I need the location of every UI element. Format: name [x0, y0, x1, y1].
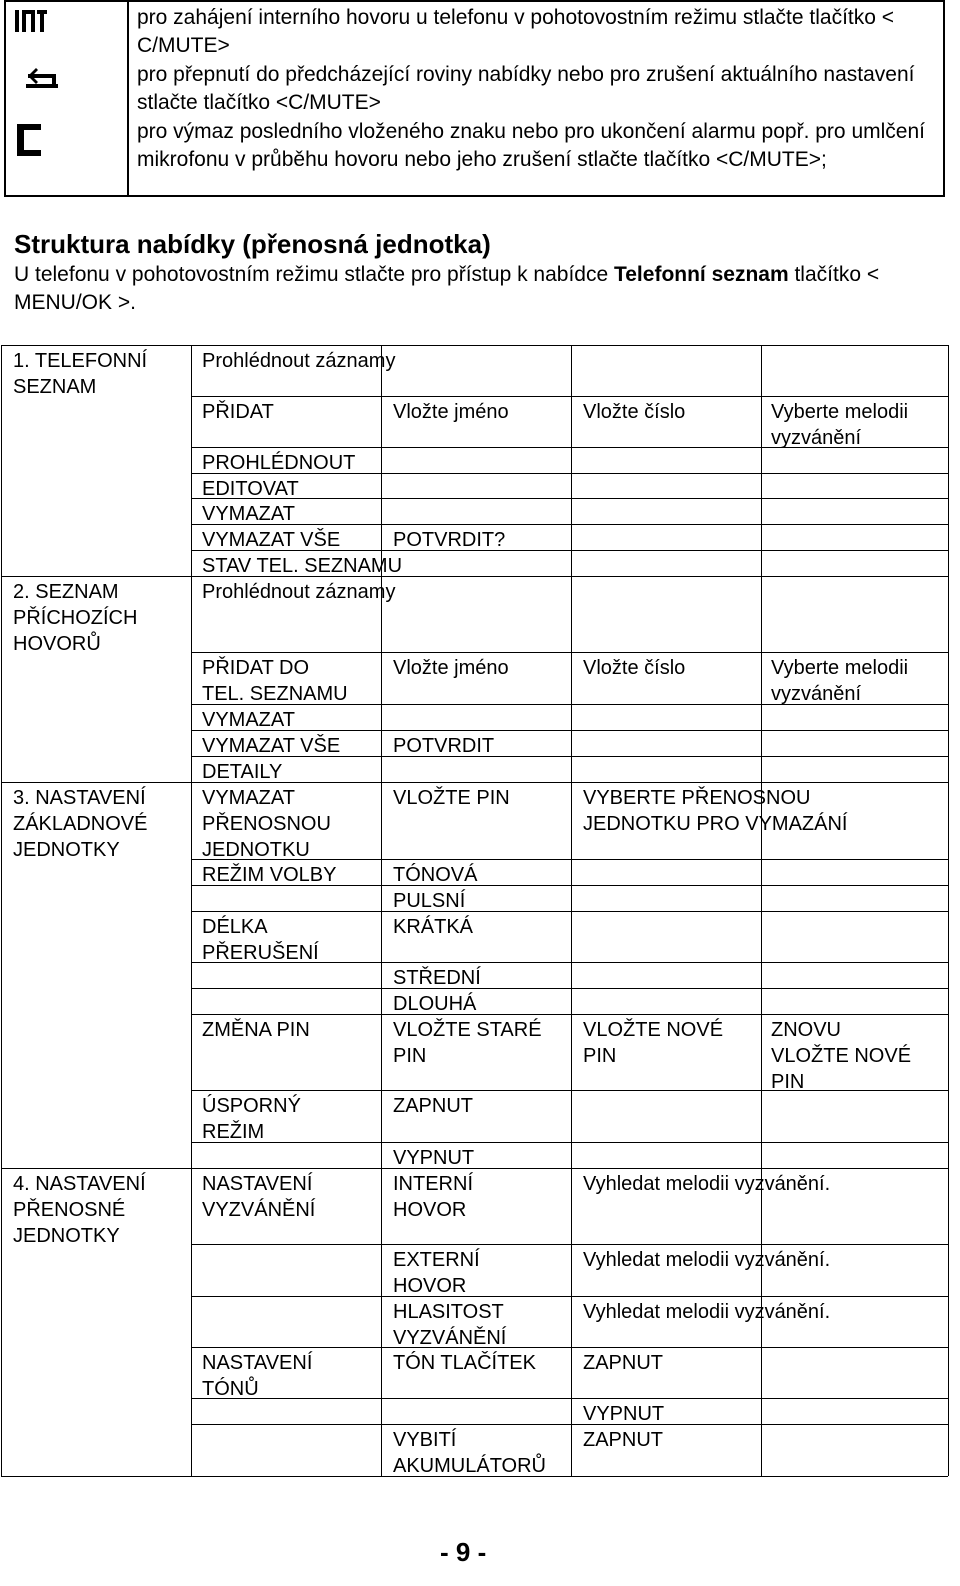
menu-cell-text: TEL. SEZNAMU: [202, 683, 348, 705]
menu-cell-text: NASTAVENÍ: [202, 1352, 313, 1374]
menu-cell-text: PROHLÉDNOUT: [202, 452, 356, 474]
column-rule: [1, 345, 2, 1476]
menu-cell-text: TÓN TLAČÍTEK: [393, 1352, 536, 1374]
menu-cell-text: VYZVÁNĚNÍ: [202, 1199, 316, 1221]
menu-cell-text: 2. SEZNAM: [13, 581, 119, 603]
menu-cell-text: DÉLKA: [202, 916, 268, 938]
menu-cell-text: INTERNÍ: [393, 1173, 473, 1195]
row-rule: [191, 1424, 948, 1425]
menu-cell-text: STAV TEL. SEZNAMU: [202, 555, 403, 577]
menu-cell-text: REŽIM VOLBY: [202, 864, 337, 886]
menu-cell-text: VYPNUT: [393, 1147, 475, 1169]
menu-cell-text: DETAILY: [202, 761, 283, 783]
row-rule: [1, 345, 948, 346]
menu-cell-text: PIN: [771, 1071, 805, 1093]
menu-cell-text: PIN: [393, 1045, 427, 1067]
row-rule: [191, 1014, 948, 1015]
menu-cell-text: Vyhledat melodii vyzvánění.: [583, 1249, 831, 1271]
menu-cell-text: 3. NASTAVENÍ: [13, 787, 146, 809]
menu-cell-text: TÓNOVÁ: [393, 864, 478, 886]
menu-cell-text: HLASITOST: [393, 1301, 504, 1323]
row-rule: [191, 524, 948, 525]
menu-cell-text: ZNOVU: [771, 1019, 841, 1041]
menu-cell-text: ZMĚNA PIN: [202, 1019, 310, 1041]
menu-cell-text: POTVRDIT: [393, 735, 495, 757]
menu-cell-text: JEDNOTKY: [13, 839, 120, 861]
menu-cell-text: Vyhledat melodii vyzvánění.: [583, 1173, 831, 1195]
menu-cell-text: ZAPNUT: [583, 1352, 663, 1374]
row-rule: [191, 911, 948, 912]
menu-cell-text: VYMAZAT: [202, 503, 295, 525]
menu-cell-text: VYMAZAT: [202, 709, 295, 731]
menu-cell-text: VYMAZAT VŠE: [202, 735, 341, 757]
row-rule: [191, 1142, 948, 1143]
intro-bold-text: Telefonní seznam: [613, 263, 789, 286]
menu-cell-text: Vložte číslo: [583, 657, 686, 679]
row-rule: [191, 730, 948, 731]
key-text-back: pro přepnutí do předcházející roviny nabídky nebo pro zrušení aktuálního nastavení stlačte tlačítko <C/MUTE>: [137, 62, 915, 115]
menu-cell-text: EXTERNÍ: [393, 1249, 480, 1271]
menu-cell-text: 4. NASTAVENÍ: [13, 1173, 146, 1195]
int-icon: [14, 8, 48, 34]
intro-text: U telefonu v pohotovostním režimu stlačte pro přístup k nabídce: [14, 263, 614, 286]
menu-cell-text: HOVOR: [393, 1275, 467, 1297]
menu-cell-text: Prohlédnout záznamy: [202, 350, 396, 372]
menu-cell-text: PŘÍCHOZÍCH: [13, 607, 138, 629]
section-heading: Struktura nabídky (přenosná jednotka): [14, 229, 491, 259]
key-text-c: pro výmaz posledního vloženého znaku nebo pro ukončení alarmu popř. pro umlčení mikrofonu v průběhu hovoru nebo jeho zrušení stlačte tlačítko <C/MUTE>;: [137, 119, 925, 172]
column-rule: [948, 345, 949, 1476]
menu-cell-text: VYPNUT: [583, 1403, 665, 1425]
row-rule: [191, 1244, 948, 1245]
menu-cell-text: TÓNŮ: [202, 1378, 259, 1400]
menu-cell-text: PŘERUŠENÍ: [202, 942, 319, 964]
menu-cell-text: VYBITÍ: [393, 1429, 457, 1451]
intro-text-end: tlačítko < MENU/OK >.: [14, 263, 880, 314]
menu-cell-text: Vložte jméno: [393, 657, 509, 679]
menu-cell-text: PŘENOSNOU: [202, 813, 331, 835]
menu-cell-text: VLOŽTE NOVÉ: [771, 1045, 912, 1067]
menu-cell-text: POTVRDIT?: [393, 529, 506, 551]
key-legend-table: [4, 0, 945, 197]
menu-cell-text: AKUMULÁTORŮ: [393, 1455, 546, 1477]
row-rule: [191, 652, 948, 653]
menu-cell-text: JEDNOTKU: [202, 839, 310, 861]
menu-cell-text: Vyberte melodii: [771, 401, 909, 423]
menu-cell-text: VLOŽTE PIN: [393, 787, 510, 809]
menu-cell-text: JEDNOTKU PRO VYMAZÁNÍ: [583, 813, 848, 835]
row-rule: [191, 1090, 948, 1091]
menu-cell-text: KRÁTKÁ: [393, 916, 474, 938]
menu-cell-text: ÚSPORNÝ: [202, 1095, 301, 1117]
menu-cell-text: VLOŽTE NOVÉ: [583, 1019, 724, 1041]
menu-cell-text: EDITOVAT: [202, 478, 299, 500]
key-text-int: pro zahájení interního hovoru u telefonu v pohotovostním režimu stlačte tlačítko < C/MUTE>: [137, 6, 895, 58]
menu-cell-text: HOVORŮ: [13, 633, 101, 655]
menu-cell-text: SEZNAM: [13, 376, 97, 398]
menu-cell-text: Prohlédnout záznamy: [202, 581, 396, 603]
menu-cell-text: Vyberte melodii: [771, 657, 909, 679]
row-rule: [191, 988, 948, 989]
key-descriptions-cell: [128, 1, 944, 196]
key-row: [5, 1, 944, 196]
row-rule: [191, 396, 948, 397]
menu-cell-text: VYZVÁNĚNÍ: [393, 1327, 507, 1349]
menu-cell-text: PIN: [583, 1045, 617, 1067]
c-icon: [16, 122, 42, 158]
back-arrow-icon: [24, 64, 62, 92]
intro-paragraph: [14, 261, 944, 317]
row-rule: [191, 498, 948, 499]
menu-cell-text: VLOŽTE STARÉ: [393, 1019, 542, 1041]
menu-cell-text: NASTAVENÍ: [202, 1173, 313, 1195]
menu-cell-text: REŽIM: [202, 1121, 265, 1143]
row-rule: [191, 1398, 948, 1399]
menu-cell-text: JEDNOTKY: [13, 1225, 120, 1247]
menu-cell-text: DLOUHÁ: [393, 993, 477, 1015]
menu-cell-text: PULSNÍ: [393, 890, 466, 912]
menu-cell-text: ZAPNUT: [583, 1429, 663, 1451]
menu-cell-text: PŘIDAT: [202, 401, 274, 423]
row-rule: [1, 1168, 948, 1169]
menu-cell-text: Vložte číslo: [583, 401, 686, 423]
menu-cell-text: VYBERTE PŘENOSNOU: [583, 787, 811, 809]
menu-cell-text: 1. TELEFONNÍ: [13, 350, 148, 372]
menu-cell-text: Vyhledat melodii vyzvánění.: [583, 1301, 831, 1323]
menu-cell-text: PŘIDAT DO: [202, 657, 310, 679]
menu-cell-text: HOVOR: [393, 1199, 467, 1221]
menu-cell-text: ZÁKLADNOVÉ: [13, 813, 148, 835]
menu-cell-text: Vložte jméno: [393, 401, 509, 423]
menu-cell-text: VYMAZAT: [202, 787, 295, 809]
row-rule: [1, 782, 948, 783]
menu-cell-text: VYMAZAT VŠE: [202, 529, 341, 551]
row-rule: [191, 1296, 948, 1297]
page-number: - 9 -: [440, 1537, 487, 1567]
row-rule: [191, 1347, 948, 1348]
menu-cell-text: PŘENOSNÉ: [13, 1199, 126, 1221]
menu-cell-text: ZAPNUT: [393, 1095, 473, 1117]
menu-cell-text: STŘEDNÍ: [393, 967, 481, 989]
menu-cell-text: vyzvánění: [771, 683, 862, 705]
row-rule: [1, 576, 948, 577]
menu-cell-text: vyzvánění: [771, 427, 862, 449]
